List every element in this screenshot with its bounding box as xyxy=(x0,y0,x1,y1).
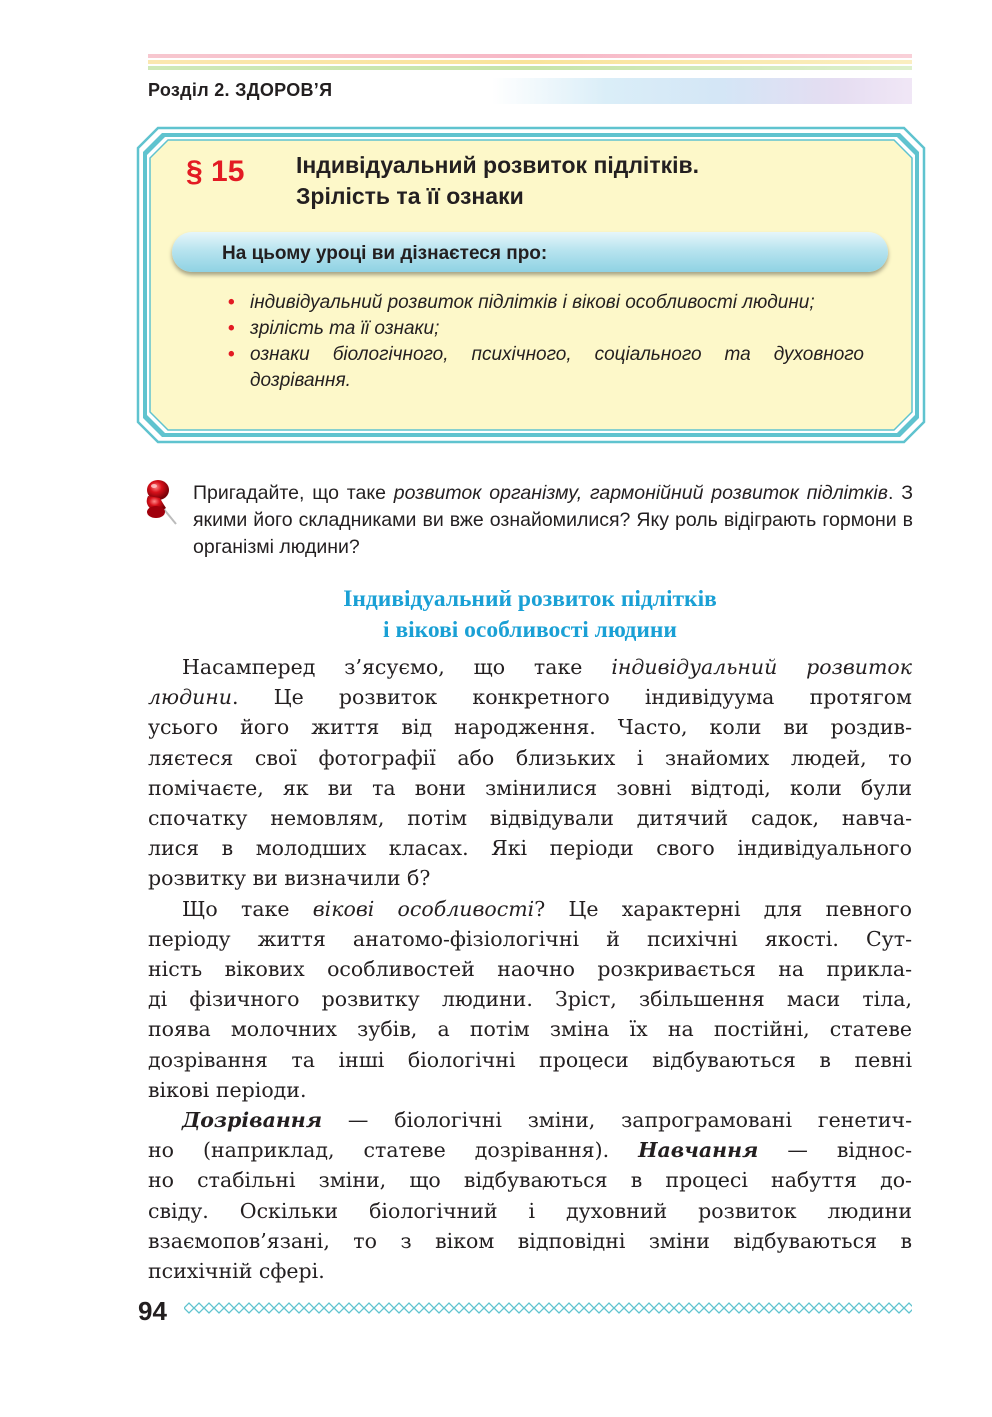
paragraph-2: Що таке вікові особливості? Це характерні для певного періоду життя анатомо-фізіологічні й психічні якості. Сут- ність вікових особливостей наочно розкривається на прикла- ді фізичного розвитку людини. Зріст, збільшення маси тіла, поява молочних зубів, а потім зміна їх на постійні, статеве дозрівання та інші біологічні процеси відбуваються в певні вікові періоди. xyxy=(148,896,913,1102)
paragraph-number: § 15 xyxy=(186,155,245,188)
learning-objectives-list xyxy=(228,290,864,394)
section-heading xyxy=(148,584,912,646)
bullet-dot-icon: • xyxy=(228,344,235,365)
term-individual-development: індивідуальний розвиток xyxy=(611,655,912,679)
objective-item: • зрілість та її ознаки; xyxy=(228,316,864,342)
learn-heading: На цьому уроці ви дізнаєтеся про: xyxy=(222,243,548,264)
body-text xyxy=(148,652,912,1286)
footer-decoration xyxy=(184,1301,912,1315)
objective-item: • індивідуальний розвиток підлітків і вікові особливості людини; xyxy=(228,290,864,316)
section-heading-line-2: і вікові особливості людини xyxy=(383,617,677,643)
bullet-dot-icon: • xyxy=(228,318,235,339)
chapter-title: Розділ 2. ЗДОРОВ’Я xyxy=(148,80,333,100)
term-learning: Навчання xyxy=(638,1138,759,1163)
bullet-dot-icon: • xyxy=(228,292,235,313)
lesson-title xyxy=(296,150,699,212)
page-number: 94 xyxy=(138,1296,167,1326)
recall-question: Пригадайте, що таке розвиток організму, гармонійний розвиток підлітків. З якими його складниками ви вже ознайомилися? Яку роль відіграють гормони в організмі людини? xyxy=(193,482,913,558)
term-maturation: Дозрівання xyxy=(182,1108,323,1133)
term-age-features: вікові особливості xyxy=(312,896,535,921)
recall-term: розвиток організму, гармонійний розвиток підлітків xyxy=(393,482,888,504)
objective-item: • ознаки біологічного, психічного, соціального та духовного дозрівання. xyxy=(228,344,864,391)
lesson-title-line-1: Індивідуальний розвиток підлітків. xyxy=(296,152,700,178)
paragraph-1: Насамперед з’ясуємо, що таке індивідуальний розвиток людини. Це розвиток конкретного індивідуума протягом усього його життя від народження. Часто, коли ви роздив- ляєтеся свої фотографії або близьких і знайомих людей, то помічаєте, як ви та вони змінилися зовні відтоді, коли були спочатку немовлям, потім відвідували дитячий садок, навча- лися в молодших класах. Які періоди свого індивідуального розвитку ви визначили б? xyxy=(148,655,912,891)
push-pin-icon xyxy=(140,476,180,532)
lesson-title-line-2: Зрілість та її ознаки xyxy=(296,183,524,209)
paragraph-3: Дозрівання — біологічні зміни, запрограмовані генетич- но (наприклад, статеве дозрівання). Навчання — віднос- но стабільні зміни, що відбуваються в процесі набуття до- свіду. Оскільки біологічний і духовний розвиток людини взаємопов’язані, то з віком відповідні зміни відбуваються в психічній сфері. xyxy=(148,1108,912,1284)
section-heading-line-1: Індивідуальний розвиток підлітків xyxy=(343,586,717,612)
